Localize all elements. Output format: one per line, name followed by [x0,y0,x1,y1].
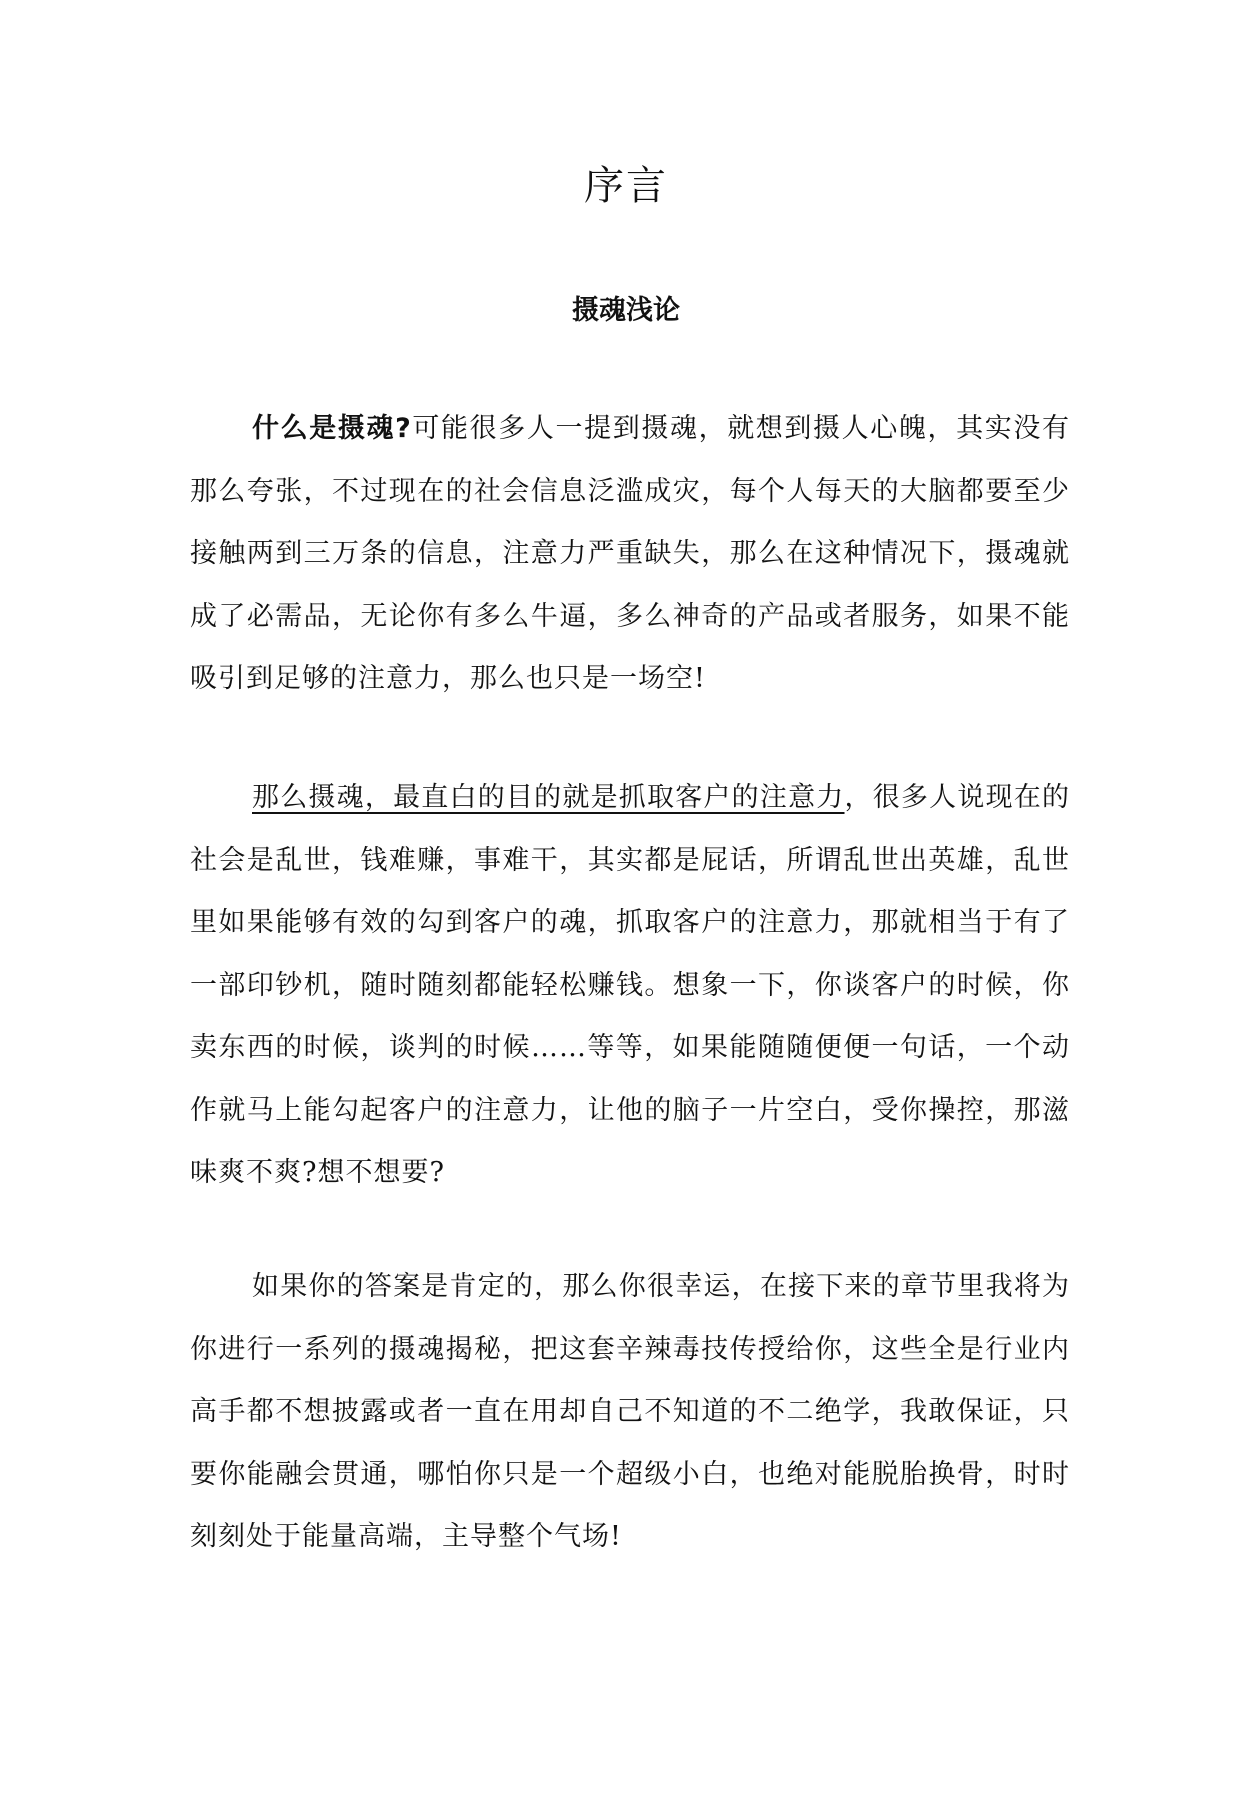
paragraph-what-is-shehun [190,398,1070,711]
paragraph-lead-question: 什么是摄魂? [252,413,412,444]
section-subtitle: 摄魂浅论 [572,295,680,326]
paragraph-conclusion [190,1256,1070,1569]
page-title: 序言 [584,163,668,209]
paragraph-body-text: 可能很多人一提到摄魂，就想到摄人心魄，其实没有那么夸张，不过现在的社会信息泛滥成灾，每个人每天的大脑都要至少接触两到三万条的信息，注意力严重缺失，那么在这种情况下，摄魂就成了必需品，无论你有多么牛逼，多么神奇的产品或者服务，如果不能吸引到足够的注意力，那么也只是一场空! [190,413,1070,694]
paragraph-body-text: 如果你的答案是肯定的，那么你很幸运，在接下来的章节里我将为你进行一系列的摄魂揭秘，把这套辛辣毒技传授给你，这些全是行业内高手都不想披露或者一直在用却自己不知道的不二绝学，我敢保证，只要你能融会贯通，哪怕你只是一个超级小白，也绝对能脱胎换骨，时时刻刻处于能量高端，主导整个气场! [190,1271,1070,1552]
paragraph-purpose [190,767,1070,1205]
underlined-key-sentence: 那么摄魂，最直白的目的就是抓取客户的注意力 [252,782,845,813]
paragraph-body-text: ，很多人说现在的社会是乱世，钱难赚，事难干，其实都是屁话，所谓乱世出英雄，乱世里如果能够有效的勾到客户的魂，抓取客户的注意力，那就相当于有了一部印钞机，随时随刻都能轻松赚钱。想象一下，你谈客户的时候，你卖东西的时候，谈判的时候……等等，如果能随随便便一句话，一个动作就马上能勾起客户的注意力，让他的脑子一片空白，受你操控，那滋味爽不爽?想不想要? [190,782,1070,1188]
